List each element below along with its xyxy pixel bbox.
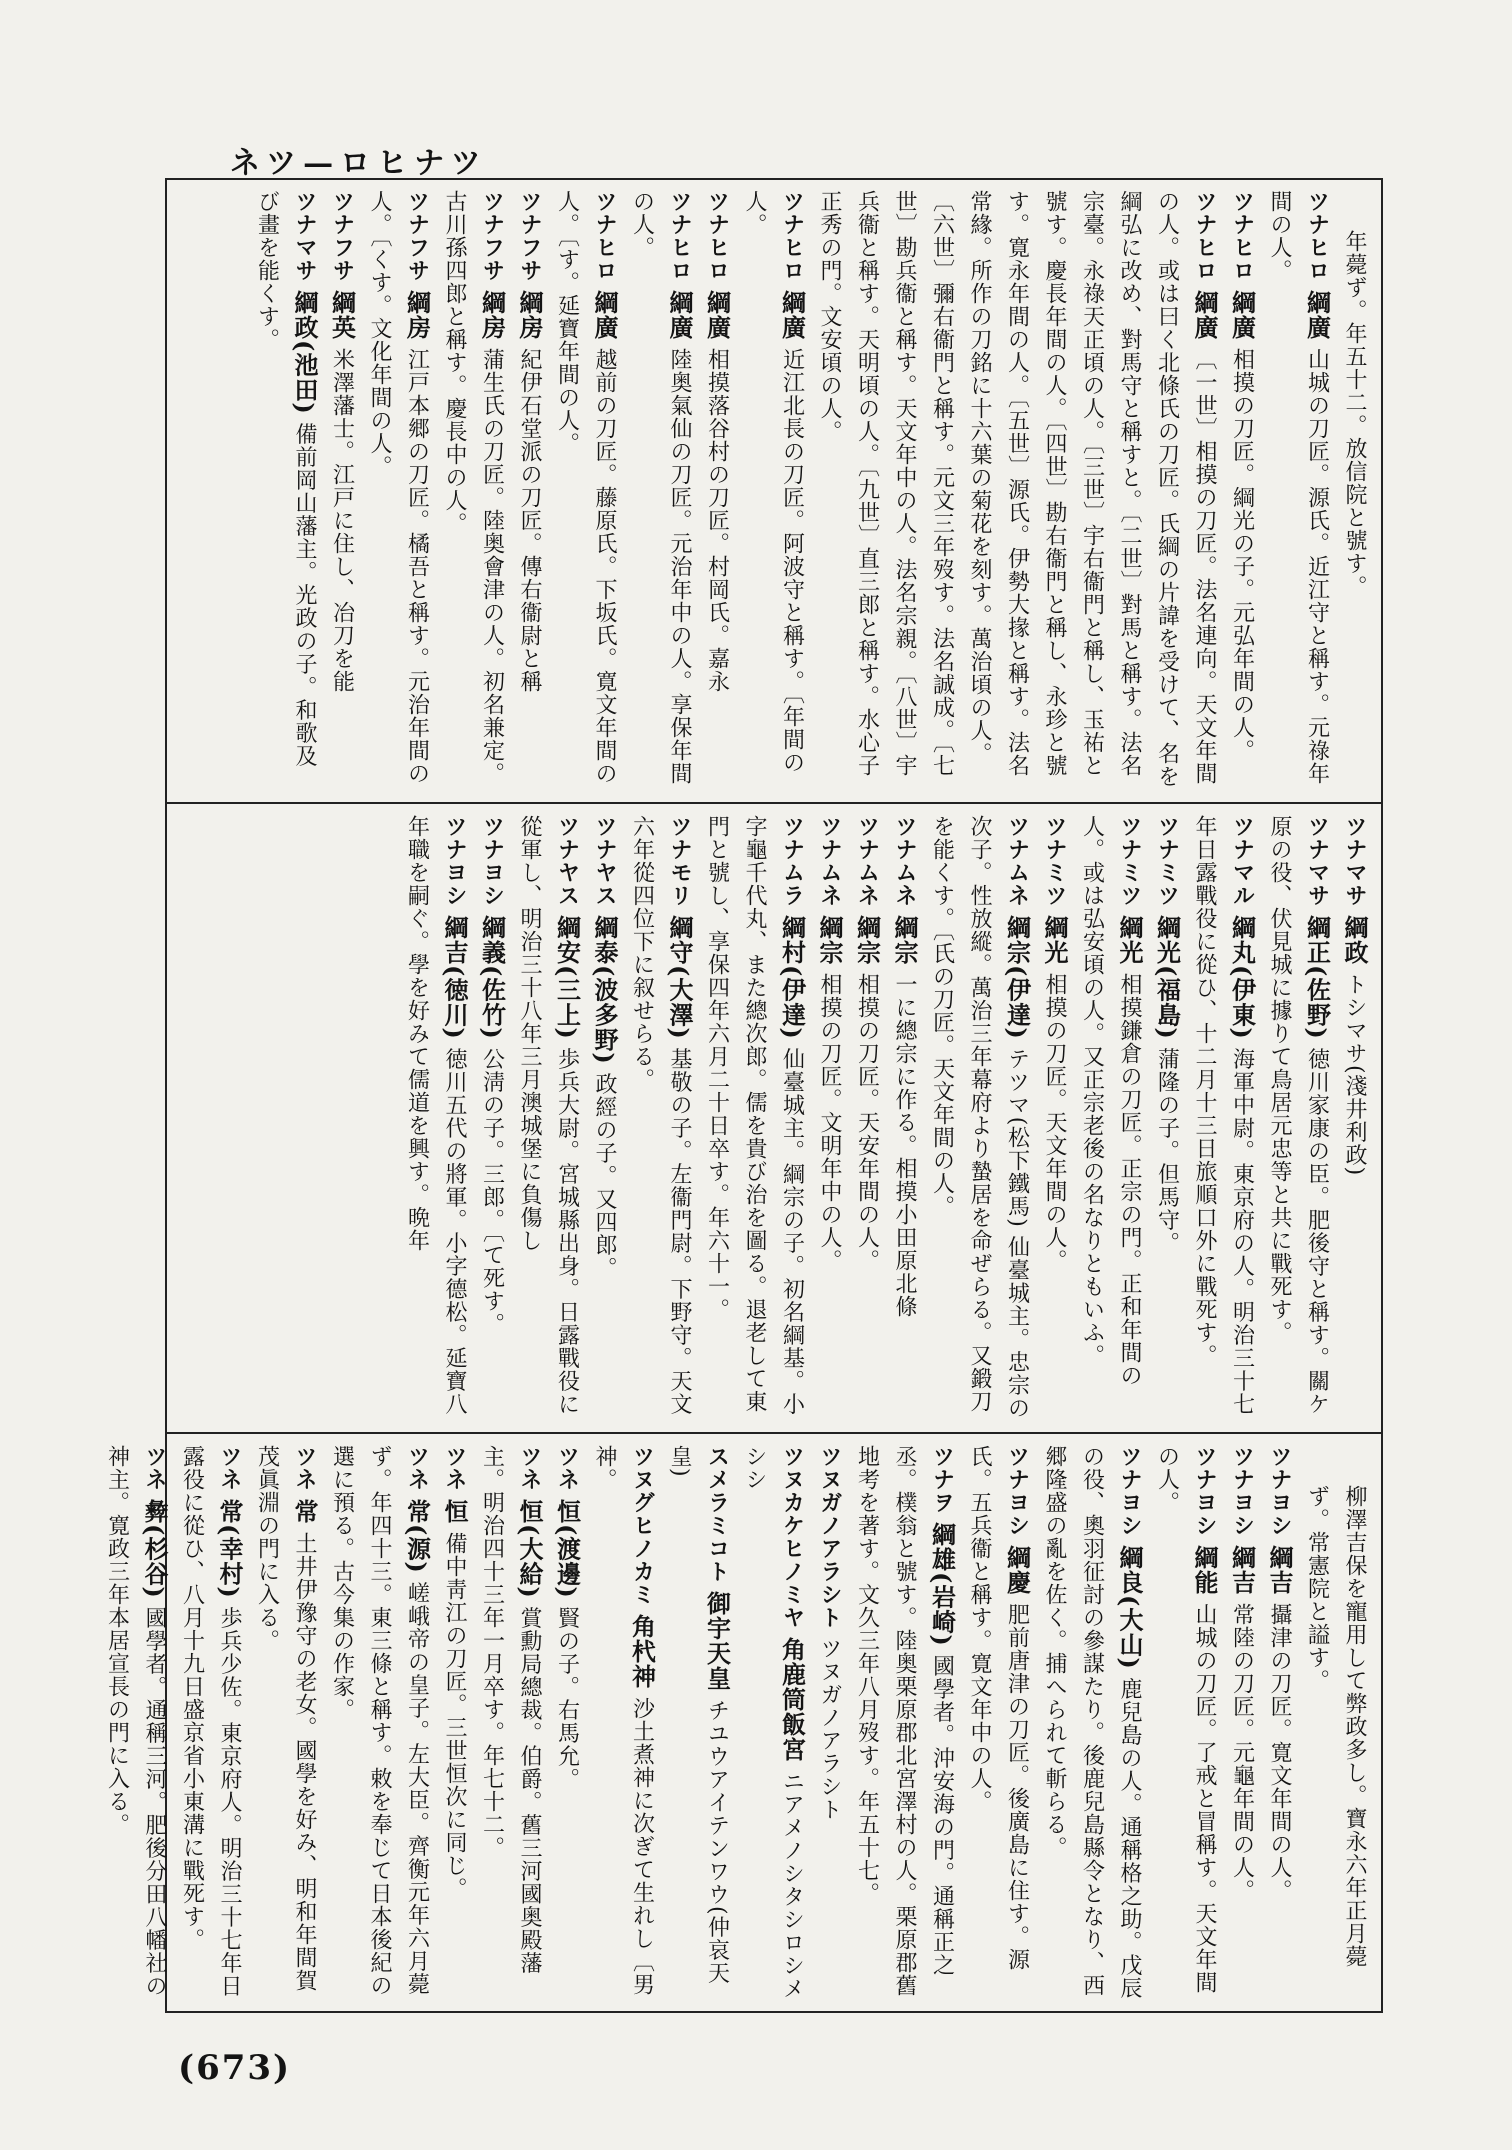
entry-text: 紀伊石堂派の刀匠。傳右衞尉と稱 <box>517 348 542 693</box>
dictionary-entry <box>1036 815 1074 1420</box>
entry-kana: ツネ <box>404 1445 430 1491</box>
page-number: (673) <box>178 2048 292 2088</box>
entry-headword: 御宇天皇 <box>702 1591 732 1691</box>
entry-text: 國學者。沖安海の門。通稱正之丞。樸翁と號す。陸奥栗原郡北宮澤村の人。栗原郡舊地考を著す。文久三年八月歿す。年五十七。 <box>854 1445 955 1997</box>
entry-kana: ツネ <box>517 1445 542 1491</box>
entry-headword: 綱慶 <box>1002 1545 1032 1595</box>
entry-kana: ツナフサ <box>329 190 355 282</box>
entry-text: チユウアイテンワウ(仲哀天皇) <box>667 1445 730 1985</box>
entry-text: 歩兵大尉。宮城縣出身。日露戰役に從軍し、明治三十八年三月澳城堡に負傷し <box>517 815 580 1416</box>
entry-text: 蒲隆の子。但馬守。 <box>1154 1047 1180 1255</box>
entry-kana: ツナミツ <box>1042 815 1067 907</box>
dictionary-entry <box>736 190 811 790</box>
entry-text: 歩兵少佐。東京府人。明治三十七年日露役に從ひ、八月十九日盛京省小東溝に戰死す。 <box>179 1445 242 1998</box>
entry-text: トシマサ(淺井利政) <box>1342 973 1367 1177</box>
dictionary-entry <box>1223 1445 1261 2005</box>
entry-text: 相摸鎌倉の刀匠。正宗の門。正和年間の人。或は弘安頃の人。又正宗老後の名なりともいふ。 <box>1079 815 1142 1387</box>
entry-kana: ツネ <box>554 1445 580 1491</box>
entry-headword: 綱宗 <box>815 915 844 965</box>
entry-text: 蒲生氏の刀匠。陸奥會津の人。初名兼定。古川孫四郎と稱す。慶長中の人。 <box>442 190 505 785</box>
dictionary-entry <box>923 815 1036 1420</box>
entry-headword: 常(源) <box>402 1499 432 1574</box>
dictionary-entry <box>1261 815 1336 1420</box>
entry-text: 海軍中尉。東京府の人。明治三十七年日露戰役に從ひ、十二月十三日旅順口外に戰死す。 <box>1192 815 1255 1416</box>
entry-headword: 綱廣 <box>590 290 619 340</box>
entry-kana: ツネ <box>292 1445 317 1491</box>
entry-kana: ツナムネ <box>854 815 880 907</box>
entry-text: 徳川家康の臣。肥後守と稱す。關ケ原の役、伏見城に據りて鳥居元忠等と共に戰死す。 <box>1267 815 1330 1416</box>
entry-kana: ツナヨシ <box>479 815 505 907</box>
entry-kana: ツナマル <box>1229 815 1255 907</box>
entry-headword: 綱村(伊達) <box>777 915 807 1040</box>
entry-text: 相摸の刀匠。天文年間の人。 <box>1042 973 1067 1272</box>
entry-text: 常陸の刀匠。元龜年間の人。 <box>1229 1603 1255 1902</box>
entry-headword: 角鹿筒飯宮 <box>777 1637 807 1762</box>
entry-headword: 綱宗 <box>852 915 882 965</box>
entry-headword: 綱吉 <box>1227 1545 1257 1595</box>
entry-headword: 綱政(池田) <box>290 290 319 415</box>
entry-kana: ツナモリ <box>667 815 692 907</box>
entry-kana: ツナミツ <box>1117 815 1142 907</box>
dictionary-entry <box>1336 815 1374 1420</box>
dictionary-entry <box>1036 1445 1149 2005</box>
entry-text: 山城の刀匠。源氏。近江守と稱す。元祿年間の人。 <box>1267 190 1330 785</box>
entry-headword: 綱光 <box>1115 915 1144 965</box>
dictionary-entry <box>1298 1445 1373 2005</box>
dictionary-entry <box>173 1445 248 2005</box>
entry-kana: ツナフサ <box>479 190 505 282</box>
entry-text: 相摸の刀匠。綱光の子。元弘年間の人。 <box>1229 348 1255 762</box>
entry-kana: ツナヨシ <box>1267 1445 1292 1537</box>
entry-kana: ツナヒロ <box>779 190 805 282</box>
dictionary-entry <box>1223 190 1261 790</box>
dictionary-entry <box>548 1445 586 2005</box>
entry-headword: 綱丸(伊東) <box>1227 915 1257 1040</box>
entry-text: 陸奥氣仙の刀匠。元治年中の人。享保年間の人。 <box>629 190 692 785</box>
entry-text: 〔一世〕相摸の刀匠。法名連向。天文年間の人。或は曰く北條氏の刀匠。氏綱の片諱を受けて、名を綱弘に改め、對馬守と稱すと。〔二世〕對馬と稱す。法名宗臺。永祿天正頃の人。〔三世〕宇右衞門と稱し、玉祐と號す。慶長年間の人。〔四世〕勘右衞門と稱し、永珍と號す。寛永年間の人。〔五世〕源氏。伊勢大掾と稱す。法名常緣。所作の刀銘に十六葉の菊花を刻す。萬治頃の人。〔六世〕彌右衞門と稱す。元文三年歿す。法名誠成。〔七世〕勘兵衞と稱す。天文年中の人。法名宗親。〔八世〕宇兵衞と稱す。天明頃の人。〔九世〕直三郎と稱す。水心子正秀の門。文安頃の人。 <box>817 190 1217 788</box>
dictionary-entry <box>736 1445 811 2005</box>
dictionary-entry <box>1261 190 1336 790</box>
tier-middle <box>178 815 1373 1420</box>
entry-text: 備中靑江の刀匠。三世恒次に同じ。 <box>442 1532 467 1900</box>
entry-kana: ツナムネ <box>817 815 842 907</box>
dictionary-entry <box>436 1445 474 2005</box>
entry-kana: ツナヒロ <box>704 190 730 282</box>
entry-headword: 綱宗(伊達) <box>1002 915 1032 1040</box>
dictionary-entry <box>511 815 586 1420</box>
entry-text: 國學者。通稱三河。肥後分田八幡社の神主。寛政三年本居宣長の門に入る。 <box>104 1445 167 1998</box>
entry-text: 賢の子。右馬允。 <box>554 1606 580 1791</box>
entry-kana: ツナマサ <box>1304 815 1330 907</box>
dictionary-entry <box>698 190 736 790</box>
entry-text: 土井伊豫守の老女。國學を好み、明和年間賀茂眞淵の門に入る。 <box>254 1445 317 1992</box>
dictionary-entry <box>323 190 361 790</box>
dictionary-entry <box>1073 815 1148 1420</box>
entry-text: 一に總宗に作る。相摸小田原北條 <box>892 973 917 1318</box>
dictionary-entry <box>811 815 849 1420</box>
entry-kana: ツナヨシ <box>442 815 467 907</box>
entry-headword: 綱義(佐竹) <box>477 915 507 1040</box>
dictionary-entry <box>1186 815 1261 1420</box>
entry-kana: ツヌガノアラシト <box>817 1445 842 1629</box>
entry-headword: 綱泰(波多野) <box>590 915 619 1065</box>
entry-headword: 恒 <box>440 1499 469 1524</box>
dictionary-entry <box>1148 815 1186 1420</box>
entry-headword: 綱廣 <box>665 290 694 340</box>
entry-text: 江戸本郷の刀匠。橘吾と稱す。元治年間の人。〔くす。文化年間の人。 <box>367 190 430 785</box>
entry-text: 米澤藩士。江戸に住し、冶刀を能 <box>329 348 355 693</box>
entry-text: 基敬の子。左衞門尉。下野守。天文六年從四位下に叙せらる。 <box>629 815 692 1416</box>
entry-kana: ツナヨシ <box>1117 1445 1142 1537</box>
entry-headword: 綱良(大山) <box>1115 1545 1144 1670</box>
entry-kana: ツナヒロ <box>667 190 692 282</box>
dictionary-entry <box>511 190 549 790</box>
entry-headword: 綱光 <box>1040 915 1069 965</box>
entry-headword: 綱房 <box>402 290 432 340</box>
entry-headword: 恒(渡邊) <box>552 1499 582 1599</box>
entry-headword: 綱英 <box>327 290 357 340</box>
entry-kana: ツネ <box>142 1445 167 1491</box>
entry-text: 賞勳局總裁。伯爵。舊三河國奥殿藩主。明治四十三年一月卒す。年七十二。 <box>479 1445 542 1975</box>
entry-kana: ツナヒロ <box>1304 190 1330 282</box>
entry-text: 相摸の刀匠。天安年間の人。 <box>854 973 880 1272</box>
dictionary-entry <box>473 815 511 1420</box>
entry-headword: 綱廣 <box>777 290 807 340</box>
dictionary-entry <box>886 815 924 1420</box>
running-header: ネツ—ロヒナツ <box>230 146 488 181</box>
entry-headword: 綱廣 <box>1227 290 1257 340</box>
entry-kana: ツナマサ <box>292 190 317 282</box>
entry-headword: 綱雄(岩崎) <box>927 1522 957 1647</box>
entry-headword: 角杙神 <box>627 1614 657 1689</box>
dictionary-entry <box>473 1445 548 2005</box>
dictionary-entry <box>961 1445 1036 2005</box>
entry-text: 鹿兒島の人。通稱格之助。戊辰の役、奧羽征討の參謀たり。後鹿兒島縣令となり、西郷隆盛の亂を佐く。捕へられて斬らる。 <box>1042 1445 1142 2000</box>
entry-kana: ツネ <box>217 1445 242 1491</box>
dictionary-entry <box>1261 1445 1299 2005</box>
entry-headword: 綱安(三上) <box>552 915 582 1040</box>
dictionary-entry <box>623 190 698 790</box>
entry-text: 相摸落谷村の刀匠。村岡氏。嘉永 <box>704 348 730 693</box>
tier-divider <box>165 802 1383 804</box>
tier-bottom <box>104 1445 1373 2005</box>
entry-text: 柳澤吉保を寵用して弊政多し。寶永六年正月薨ず。常憲院と謚す。 <box>1304 1484 1367 1968</box>
entry-text: 沙土煮神に次ぎて生れし〔男神。 <box>592 1445 655 1996</box>
entry-kana: ツナヨシ <box>1004 1445 1030 1537</box>
entry-kana: ツヌカケヒノミヤ <box>779 1445 805 1629</box>
dictionary-entry <box>398 815 473 1420</box>
entry-headword: 綱廣 <box>1302 290 1332 340</box>
entry-kana: ツナヲ <box>929 1445 955 1514</box>
entry-kana: ツナヨシ <box>1192 1445 1217 1537</box>
entry-text: 政經の子。又四郎。 <box>592 1072 617 1280</box>
entry-text: 公淸の子。三郎。〔て死す。 <box>479 1047 505 1336</box>
dictionary-entry <box>848 1445 961 2005</box>
entry-kana: ツナヒロ <box>1229 190 1255 282</box>
entry-kana: ツナフサ <box>517 190 542 282</box>
entry-headword: 綱吉 <box>1265 1545 1294 1595</box>
entry-headword: 綱能 <box>1190 1545 1219 1595</box>
entry-kana: ツナヤス <box>554 815 580 907</box>
entry-headword: 綱房 <box>515 290 544 340</box>
entry-text: 嵯峨帝の皇子。左大臣。齊衡元年六月薨ず。年四十三。東三條と稱す。敕を奉じて日本後紀の選に預る。古今集の作家。 <box>329 1445 430 1997</box>
entry-headword: 恒(大給) <box>515 1499 544 1599</box>
dictionary-entry <box>698 815 811 1420</box>
entry-headword: 綱正(佐野) <box>1302 915 1332 1040</box>
entry-headword: 綱房 <box>477 290 507 340</box>
dictionary-entry <box>436 190 511 790</box>
entry-text: 山城の刀匠。了戒と冒稱す。天文年間の人。 <box>1154 1445 1217 1994</box>
entry-headword: 彜(杉谷) <box>140 1499 169 1599</box>
entry-text: 年薨ず。年五十二。放信院と號す。 <box>1342 229 1367 598</box>
dictionary-entry <box>586 815 624 1420</box>
entry-headword: 綱守(大澤) <box>665 915 694 1040</box>
entry-text: 近江北長の刀匠。阿波守と稱す。〔年間の人。 <box>742 190 805 774</box>
entry-text: 備前岡山藩主。光政の子。和歌及び畫を能くす。 <box>254 190 317 768</box>
dictionary-entry <box>248 1445 323 2005</box>
dictionary-entry <box>661 1445 736 2005</box>
entry-text: 攝津の刀匠。寛文年間の人。 <box>1267 1603 1292 1902</box>
entry-kana: ツナフサ <box>404 190 430 282</box>
entry-kana: ツナミツ <box>1154 815 1180 907</box>
entry-kana: ツナヨシ <box>1229 1445 1255 1537</box>
entry-kana: ツヌグヒノカミ <box>629 1445 655 1606</box>
entry-kana: ツナムネ <box>1004 815 1030 907</box>
entry-kana: ツナヒロ <box>592 190 617 282</box>
dictionary-entry <box>623 815 698 1420</box>
entry-headword: 綱光(福島) <box>1152 915 1182 1040</box>
entry-headword: 綱廣 <box>702 290 732 340</box>
entry-kana: ツナヒロ <box>1192 190 1217 282</box>
entry-text: 徳川五代の將軍。小字德松。延寶八年職を嗣ぐ。學を好みて儒道を興す。晩年 <box>404 815 467 1416</box>
entry-headword: 綱政 <box>1340 915 1369 965</box>
dictionary-entry <box>586 1445 661 2005</box>
entry-kana: ツナマサ <box>1342 815 1367 907</box>
entry-kana: ツネ <box>442 1445 467 1491</box>
dictionary-entry <box>1148 1445 1223 2005</box>
dictionary-entry <box>548 190 623 790</box>
tier-divider <box>165 1432 1383 1434</box>
entry-headword: 綱吉(徳川) <box>440 915 469 1040</box>
dictionary-entry <box>1336 190 1374 790</box>
entry-text: 肥前唐津の刀匠。後廣島に住す。源氏。五兵衞と稱す。寛文年中の人。 <box>967 1445 1030 1971</box>
entry-kana: スメラミコト <box>704 1445 730 1583</box>
entry-headword: 常(幸村) <box>215 1499 244 1599</box>
entry-text: 相摸の刀匠。文明年中の人。 <box>817 973 842 1272</box>
tier-top <box>178 190 1373 790</box>
entry-headword: 常 <box>290 1499 319 1524</box>
entry-text: 越前の刀匠。藤原氏。下坂氏。寛文年間の人。〔す。延寶年間の人。 <box>554 190 617 785</box>
entry-text: 仙臺城主。綱宗の子。初名綱基。小字龜千代丸、また總次郎。儒を貴び治を圖る。退老して東門と號し、享保四年六月二十日卒す。年六十一。 <box>704 815 805 1416</box>
dictionary-entry <box>248 190 323 790</box>
entry-text: テツマ(松下鐵馬) 仙臺城主。忠宗の次子。性放縱。萬治三年幕府より蟄居を命ぜらる。又鍛刀を能くす。〔氏の刀匠。天文年間の人。 <box>929 815 1030 1420</box>
dictionary-entry <box>361 190 436 790</box>
entry-text: ツヌガノアラシト <box>817 1637 842 1821</box>
entry-kana: ツナムネ <box>892 815 917 907</box>
dictionary-entry <box>811 1445 849 2005</box>
dictionary-entry <box>98 1445 173 2005</box>
dictionary-entry <box>848 815 886 1420</box>
entry-kana: ツナヤス <box>592 815 617 907</box>
dictionary-entry <box>323 1445 436 2005</box>
dictionary-entry <box>811 190 1224 790</box>
entry-kana: ツナムラ <box>779 815 805 907</box>
entry-text: ニアメノシタシロシメシシ <box>742 1445 805 2000</box>
entry-headword: 綱廣 <box>1190 290 1219 340</box>
entry-headword: 綱宗 <box>890 915 919 965</box>
